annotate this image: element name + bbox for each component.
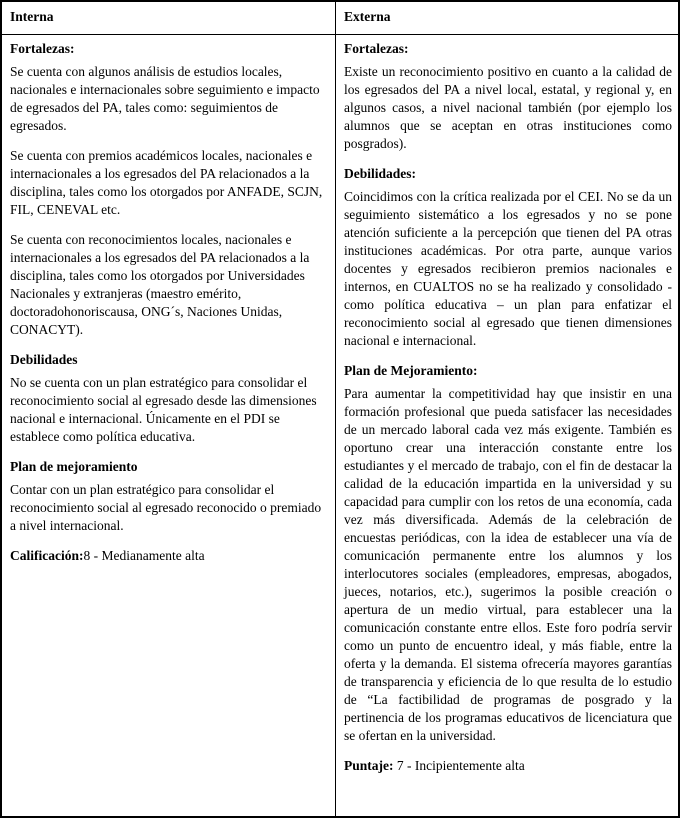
section-heading: Plan de Mejoramiento: — [344, 363, 478, 378]
puntaje-line: Puntaje: 7 - Incipientemente alta — [344, 758, 525, 773]
paragraph: Contar con un plan estratégico para consolidar el reconocimiento social al egresado reconocido o premiado a nivel internacional. — [10, 482, 322, 533]
section-heading: Debilidades: — [344, 166, 417, 181]
paragraph: Existe un reconocimiento positivo en cuanto a la calidad de los egresados del PA a nivel local, estatal, y regional y, en algunos casos, a nivel nacional también (por ejemplo los alumnos que se aceptan en otras instituciones como posgrados). — [344, 64, 672, 151]
score-label: Calificación: — [10, 548, 84, 563]
paragraph: Para aumentar la competitividad hay que insistir en una formación profesional que pueda satisfacer las necesidades de un mercado laboral cada vez más exigente. También es oportuno crear una interacción constante entre los estudiantes y el mercado de trabajo, con el fin de destacar la calidad de la educación impartida en la universidad y su capacidad para cumplir con los retos de una economía, cada vez más diversificada. Además de la celebración de encuestas periódicas, con la idea de establecer una vía de comunicación permanente entre los alumnos y los interlocutores sociales (empleadores, empresas, abogados, jueces, notarios, etc.), sugerimos la posible creación o apertura de un medio virtual, para establecer una la comunicación constante entre ellos. Este foro podría servir como un punto de encuentro ideal, y más fiable, entre la oferta y la demanda. El sistema ofrecería mayores garantías de transparencia y eficiencia de lo que resulta de lo estudio de “La factibilidad de programas de posgrado y la pertinencia de los programas educativos de licenciatura que se ofertan en la universidad. — [344, 386, 672, 743]
column-header-interna: Interna — [2, 2, 336, 34]
paragraph: Coincidimos con la crítica realizada por el CEI. No se da un seguimiento sistemático a los egresados y no se pone atención suficiente a la percepción que tienen del PA otras instituciones académicas. Por otra parte, aunque varios docentes y egresados recibieron premios nacionales e internos, en CUALTOS no se ha realizado y consolidado - como política educativa – un plan para enfatizar el reconocimiento social al egresado que tienen dimensiones nacional e internacional. — [344, 189, 672, 348]
paragraph: No se cuenta con un plan estratégico para consolidar el reconocimiento social al egresado desde las dimensiones nacional e internacional. Únicamente en el PDI se establece como política educativa. — [10, 375, 317, 444]
externa-column-cell — [336, 35, 678, 816]
section-heading: Plan de mejoramiento — [10, 459, 138, 474]
section-heading: Debilidades — [10, 352, 78, 367]
calificacion-line: Calificación:8 - Medianamente alta — [10, 548, 205, 563]
paragraph: Se cuenta con premios académicos locales, nacionales e internacionales a los egresados del PA relacionados a la disciplina, tales como los otorgados por ANFADE, SCJN, FIL, CENEVAL etc. — [10, 148, 323, 217]
paragraph: Se cuenta con reconocimientos locales, nacionales e internacionales a los egresados del PA relacionados a la disciplina, tales como los otorgados por Universidades Nacionales y extranjeras (maestro emérito, doctoradohonoriscausa, ONG´s, Naciones Unidas, CONACYT). — [10, 232, 310, 337]
interna-column-cell — [2, 35, 336, 816]
section-heading: Fortalezas: — [344, 41, 409, 56]
score-label: Puntaje: — [344, 758, 394, 773]
section-heading: Fortalezas: — [10, 41, 75, 56]
column-header-externa: Externa — [344, 9, 391, 24]
paragraph: Se cuenta con algunos análisis de estudios locales, nacionales e internacionales sobre seguimiento e impacto de egresados del PA, tales como: seguimientos de egresados. — [10, 64, 320, 133]
table-body-row — [2, 35, 678, 816]
table-header-row — [2, 2, 678, 35]
